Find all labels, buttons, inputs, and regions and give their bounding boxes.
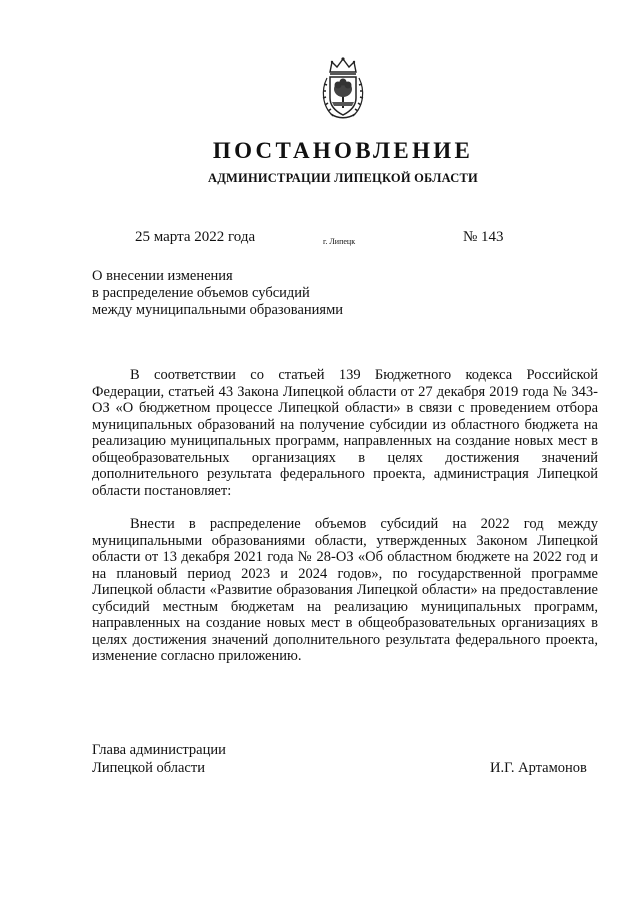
heading-line: О внесении изменения <box>92 268 233 284</box>
signatory-position-line: Глава администрации <box>92 742 226 758</box>
heading-line: в распределение объемов субсидий <box>92 285 310 301</box>
body-paragraph-preamble: В соответствии со статьей 139 Бюджетного кодекса Российской Федерации, статьей 43 Закона Липецкой области от 27 декабря 2019 года № 343-ОЗ «О бюджетном процессе Липецкой области» в связи с проведением отбора муниципальных образований на получение субсидии из областного бюджета на реализацию муниципальных программ, направленных на создание новых мест в общеобразовательных организациях в целях достижения значений дополнительного результата федерального проекта, администрация Липецкой области постановляет: <box>92 367 598 499</box>
document-date: 25 марта 2022 года <box>135 229 256 245</box>
document-place: г. Липецк <box>323 237 356 246</box>
document-title: ПОСТАНОВЛЕНИЕ <box>212 138 474 163</box>
coat-of-arms-icon <box>318 56 368 122</box>
signatory-position <box>92 741 226 777</box>
heading-line: между муниципальными образованиями <box>92 302 344 318</box>
document-number: № 143 <box>463 229 504 245</box>
body-paragraph-decision: Внести в распределение объемов субсидий на 2022 год между муниципальными образованиями области, утвержденных Законом Липецкой области от 13 декабря 2021 года № 28-ОЗ «Об областном бюджете на 2022 год и на плановый период 2023 и 2024 годов», по государственной программе Липецкой области «Развитие образования Липецкой области» на предоставление субсидий местным бюджетам на реализацию муниципальных программ, направленных на создание новых мест в общеобразовательных организациях в целях достижения значений дополнительного результата федерального проекта, изменение согласно приложению. <box>92 516 598 664</box>
signatory-name: И.Г. Артамонов <box>490 760 587 776</box>
document-heading <box>92 268 432 319</box>
signatory-position-line: Липецкой области <box>92 760 205 776</box>
document-issuer: АДМИНИСТРАЦИИ ЛИПЕЦКОЙ ОБЛАСТИ <box>208 171 478 185</box>
